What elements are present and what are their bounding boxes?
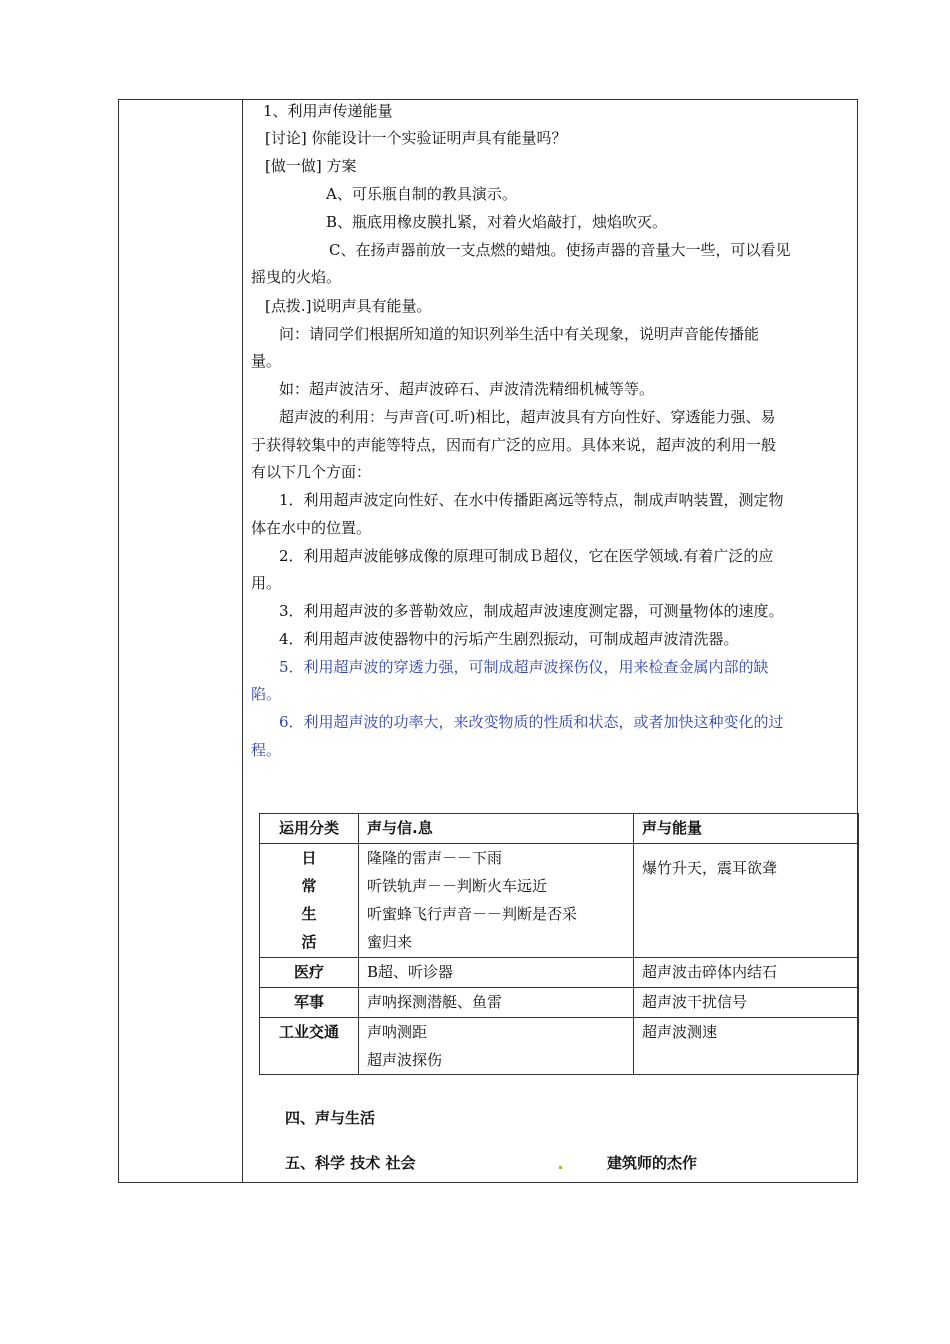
- sound-usage-table: [259, 813, 859, 1075]
- use-6: 6．利用超声波的功率大，来改变物质的性质和状态，或者加快这种变化的过: [279, 713, 784, 731]
- daily-life-info: 隆隆的雷声－－下雨 听铁轨声－－判断火车远近 听蜜蜂飞行声音－－判断是否采 蜜归来: [359, 844, 634, 958]
- table-row: [260, 844, 859, 958]
- stray-mark: [559, 1166, 562, 1169]
- section-five-title: 建筑师的杰作: [607, 1154, 698, 1172]
- plan-b: B、瓶底用橡皮膜扎紧，对着火焰敲打，烛焰吹灭。: [326, 213, 668, 231]
- category-military: 军事: [260, 988, 359, 1018]
- military-energy: 超声波干扰信号: [634, 988, 859, 1018]
- use-5-cont: 陷。: [251, 685, 282, 703]
- category-medical: 医疗: [260, 958, 359, 988]
- header-energy: 声与能量: [634, 814, 859, 844]
- use-6-cont: 程。: [251, 741, 282, 759]
- try-it-line: [做一做] 方案: [265, 157, 357, 175]
- category-daily-life: 日 常 生 活: [260, 844, 359, 958]
- medical-info: B超、听诊器: [359, 958, 634, 988]
- use-1-cont: 体在水中的位置。: [251, 519, 372, 537]
- section-four: 四、声与生活: [285, 1109, 376, 1127]
- use-2-cont: 用。: [251, 574, 282, 592]
- use-2: 2．利用超声波能够成像的原理可制成Ｂ超仪，它在医学领域.有着广泛的应: [279, 547, 774, 565]
- table-header-row: [260, 814, 859, 844]
- table-row: [260, 988, 859, 1018]
- industry-info: 声呐测距 超声波探伤: [359, 1018, 634, 1075]
- use-4: 4．利用超声波使器物中的污垢产生剧烈振动，可制成超声波清洗器。: [279, 630, 739, 648]
- question-line: 问：请同学们根据所知道的知识列举生活中有关现象，说明声音能传播能: [279, 325, 760, 343]
- heading-energy: 1、利用声传递能量: [263, 102, 393, 120]
- use-1: 1．利用超声波定向性好、在水中传播距离远等特点，制成声呐装置，测定物: [279, 491, 784, 509]
- left-column: [119, 100, 243, 1182]
- use-5: 5．利用超声波的穿透力强，可制成超声波探伤仪，用来检查金属内部的缺: [279, 658, 769, 676]
- category-industry-transport: 工业交通: [260, 1018, 359, 1075]
- lesson-table: [118, 99, 858, 1183]
- plan-c-cont: 摇曳的火焰。: [251, 268, 342, 286]
- header-category: 运用分类: [260, 814, 359, 844]
- ultrasound-intro-2: 于获得较集中的声能等特点，因而有广泛的应用。具体来说，超声波的利用一般: [251, 436, 777, 454]
- plan-c: C、在扬声器前放一支点燃的蜡烛。使扬声器的音量大一些，可以看见: [329, 241, 791, 259]
- plan-a: A、可乐瓶自制的教具演示。: [326, 185, 517, 203]
- medical-energy: 超声波击碎体内结石: [634, 958, 859, 988]
- question-cont: 量。: [251, 352, 282, 370]
- discussion-line: [讨论] 你能设计一个实验证明声具有能量吗？: [265, 129, 567, 147]
- use-3: 3．利用超声波的多普勒效应，制成超声波速度测定器，可测量物体的速度。: [279, 602, 784, 620]
- table-row: [260, 958, 859, 988]
- industry-energy: 超声波测速: [634, 1018, 859, 1075]
- ultrasound-intro-3: 有以下几个方面：: [251, 463, 372, 481]
- ultrasound-intro: 超声波的利用：与声音(可.听)相比，超声波具有方向性好、穿透能力强、易: [279, 408, 776, 426]
- table-row: [260, 1018, 859, 1075]
- header-info: 声与信.息: [359, 814, 634, 844]
- section-five: 五、科学 技术 社会: [285, 1154, 416, 1172]
- military-info: 声呐探测潜艇、鱼雷: [359, 988, 634, 1018]
- hint-line: [点拨.]说明声具有能量。: [265, 297, 432, 315]
- examples-line: 如：超声波洁牙、超声波碎石、声波清洗精细机械等等。: [279, 380, 655, 398]
- daily-life-energy: 爆竹升天，震耳欲聋: [634, 844, 859, 958]
